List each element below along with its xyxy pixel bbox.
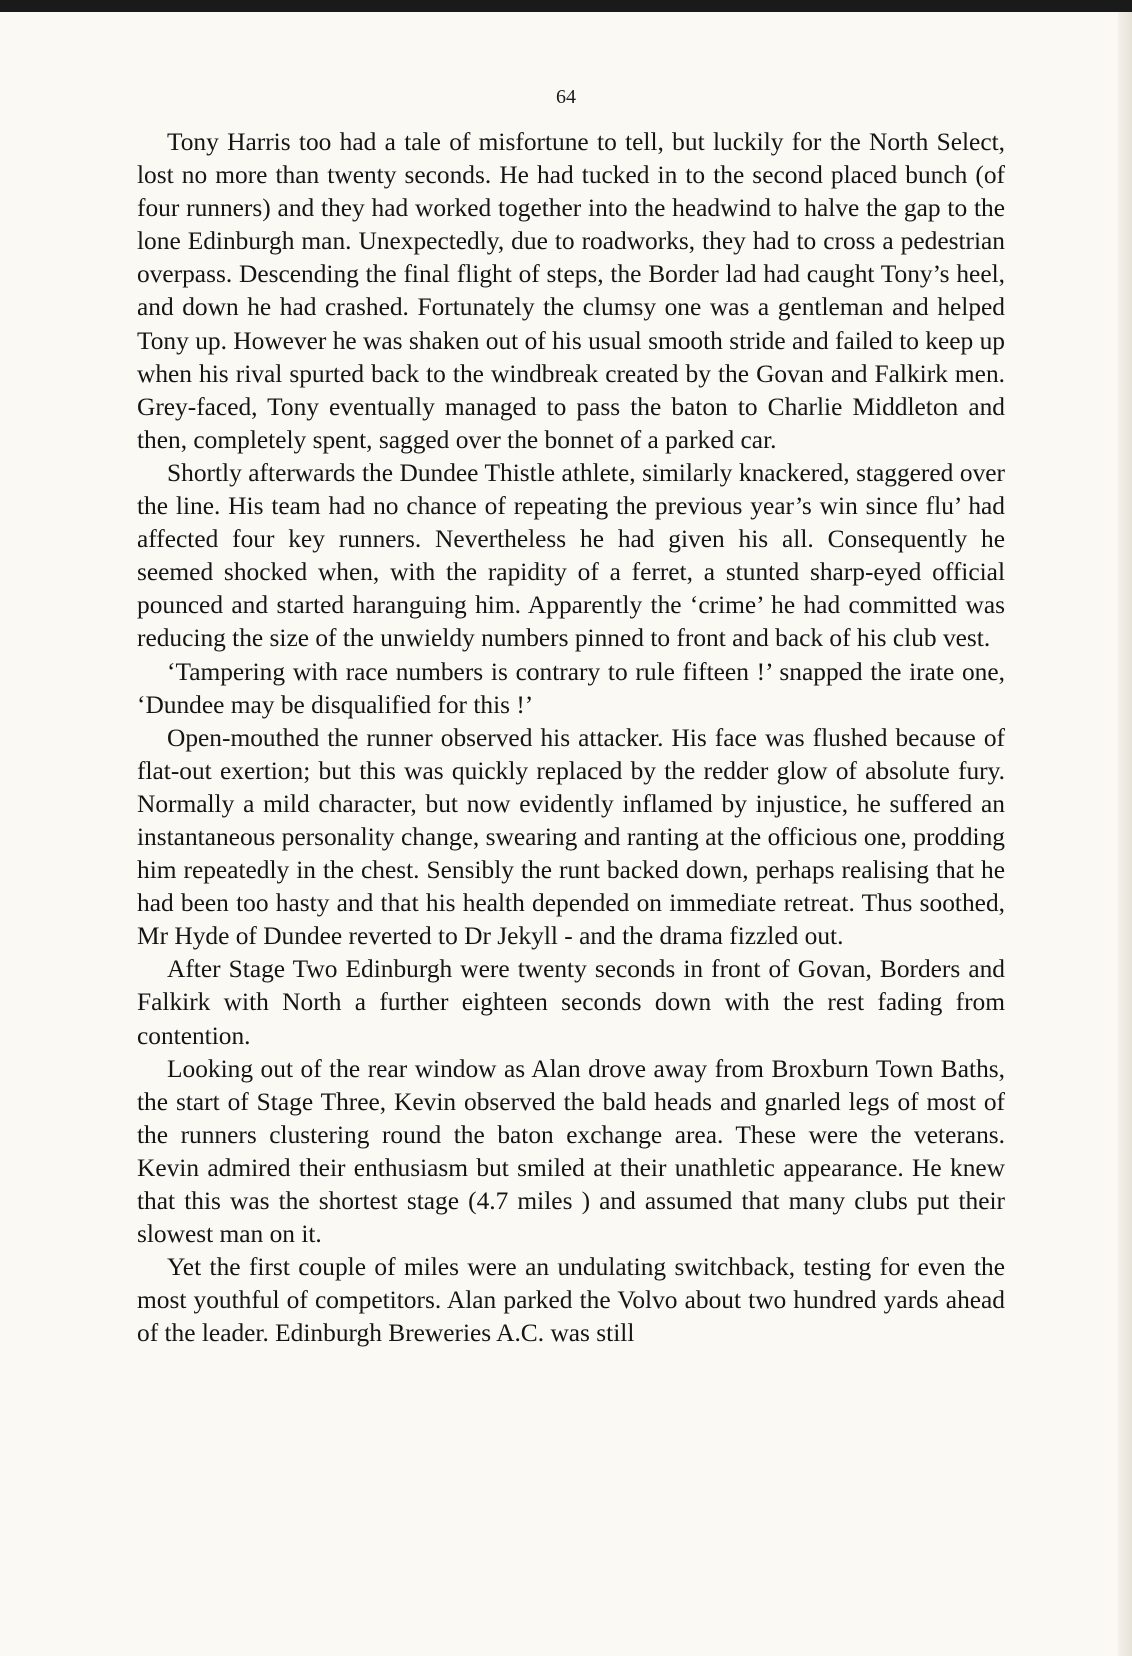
paragraph: Yet the first couple of miles were an undulating switchback, testing for even the most youthful of competitors. Alan parked the Volvo about two hundred yards ahead of the leader. Edinburgh Breweries A.C. was still <box>137 1253 1005 1348</box>
paragraph: Shortly afterwards the Dundee Thistle athlete, similarly knackered, staggered over the line. His team had no chance of repeating the previous year’s win since flu’ had affected four key runners. Nevertheless he had given his all. Consequently he seemed shocked when, with the rapidity of a ferret, a stunted sharp-eyed official pounced and started haranguing him. Apparently the ‘crime’ he had committed was reducing the size of the unwieldy numbers pinned to front and back of his club vest. <box>137 458 1005 653</box>
paragraph: Open-mouthed the runner observed his attacker. His face was flushed because of flat-out exertion; but this was quickly replaced by the redder glow of absolute fury. Normally a mild character, but now evidently inflamed by injustice, he suffered an instantaneous personality change, swearing and ranting at the officious one, prodding him repeatedly in the chest. Sensibly the runt backed down, perhaps realising that he had been too hasty and that his health depended on immediate retreat. Thus soothed, Mr Hyde of Dundee reverted to Dr Jekyll - and the drama fizzled out. <box>137 723 1005 951</box>
paragraph: Looking out of the rear window as Alan drove away from Broxburn Town Baths, the start of Stage Three, Kevin observed the bald heads and gnarled legs of most of the runners clustering round the baton exchange area. These were the veterans. Kevin admired their enthusiasm but smiled at their unathletic appearance. He knew that this was the shortest stage (4.7 miles ) and assumed that many clubs put their slowest man on it. <box>137 1054 1005 1249</box>
paragraph: After Stage Two Edinburgh were twenty seconds in front of Govan, Borders and Falkirk with North a further eighteen seconds down with the rest fading from contention. <box>137 955 1005 1050</box>
page-number: 64 <box>556 86 576 108</box>
paragraph: ‘Tampering with race numbers is contrary to rule fifteen !’ snapped the irate one, ‘Dundee may be disqualified for this !’ <box>137 657 1005 719</box>
body-text <box>137 126 1005 1350</box>
scan-border <box>0 0 1132 12</box>
page-edge-shadow <box>1118 12 1132 1656</box>
paragraph: Tony Harris too had a tale of misfortune to tell, but luckily for the North Select, lost no more than twenty seconds. He had tucked in to the second placed bunch (of four runners) and they had worked together into the headwind to halve the gap to the lone Edinburgh man. Unexpectedly, due to roadworks, they had to cross a pedestrian overpass. Descending the final flight of steps, the Border lad had caught Tony’s heel, and down he had crashed. Fortunately the clumsy one was a gentleman and helped Tony up. However he was shaken out of his usual smooth stride and failed to keep up when his rival spurted back to the windbreak created by the Govan and Falkirk men. Grey-faced, Tony eventually managed to pass the baton to Charlie Middleton and then, completely spent, sagged over the bonnet of a parked car. <box>137 128 1005 454</box>
